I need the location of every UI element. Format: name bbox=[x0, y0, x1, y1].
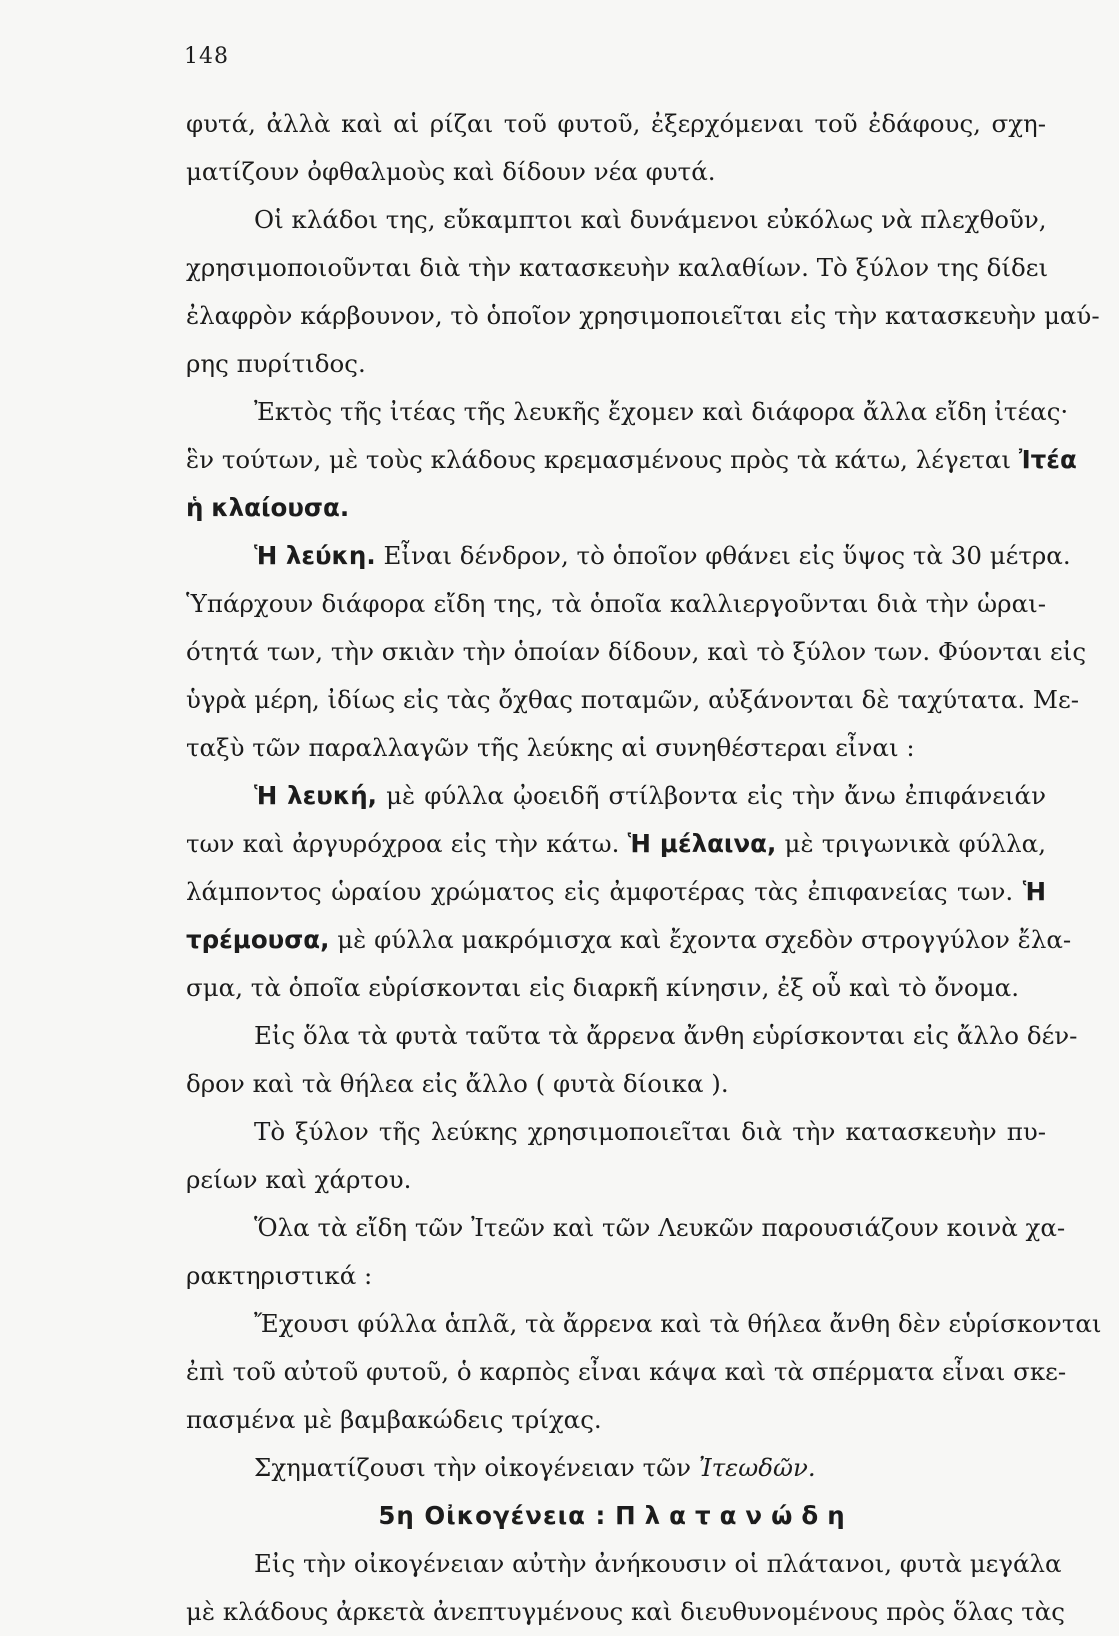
text-line: πασμένα μὲ βαμβακώδεις τρίχας. bbox=[186, 1405, 602, 1434]
text-span: Σχηματίζουσι τὴν οἰκογένειαν τῶν bbox=[254, 1453, 692, 1482]
text-line: ότητά των, τὴν σκιὰν τὴν ὁποίαν δίδουν, καὶ τὸ ξύλον των. Φύονται εἰς bbox=[186, 637, 1087, 666]
text-span: μὲ φύλλα μακρόμισχα καὶ ἔχοντα σχεδὸν στρογγύλον ἔλα- bbox=[337, 925, 1072, 954]
text-line: ματίζουν ὀφθαλμοὺς καὶ δίδουν νέα φυτά. bbox=[186, 157, 716, 186]
text-span: μὲ φύλλα ᾠοειδῆ στίλβοντα εἰς τὴν ἄνω ἐπιφάνειάν bbox=[386, 781, 1046, 810]
text-line: Εἰς ὅλα τὰ φυτὰ ταῦτα τὰ ἄρρενα ἄνθη εὑρίσκονται εἰς ἄλλο δέν- bbox=[254, 1021, 1078, 1050]
term-tremousa: τρέμουσα, bbox=[186, 925, 330, 954]
heading-family-name: Πλατανώδη bbox=[615, 1501, 854, 1530]
term-melaina: Ἡ μέλαινα, bbox=[627, 829, 777, 858]
heading-label: 5η Οἰκογένεια : bbox=[378, 1501, 607, 1530]
text-line: ταξὺ τῶν παραλλαγῶν τῆς λεύκης αἱ συνηθέστεραι εἶναι : bbox=[186, 733, 915, 762]
text-line: ἐπὶ τοῦ αὐτοῦ φυτοῦ, ὁ καρπὸς εἶναι κάψα καὶ τὰ σπέρματα εἶναι σκε- bbox=[186, 1357, 1067, 1386]
text-line bbox=[186, 772, 1046, 820]
text-line bbox=[186, 436, 1077, 484]
text-line: ὑγρὰ μέρη, ἰδίως εἰς τὰς ὄχθας ποταμῶν, αὐξάνονται δὲ ταχύτατα. Με- bbox=[186, 685, 1079, 714]
text-line: ρείων καὶ χάρτου. bbox=[186, 1165, 412, 1194]
section-heading bbox=[186, 1492, 1046, 1540]
text-line bbox=[186, 1444, 1046, 1492]
text-line: ρης πυρίτιδος. bbox=[186, 349, 366, 378]
text-line bbox=[186, 820, 1046, 868]
text-line: Εἰς τὴν οἰκογένειαν αὐτὴν ἀνήκουσιν οἱ πλάτανοι, φυτὰ μεγάλα bbox=[254, 1549, 1062, 1578]
text-line: σμα, τὰ ὁποῖα εὑρίσκονται εἰς διαρκῆ κίνησιν, ἐξ οὗ καὶ τὸ ὄνομα. bbox=[186, 973, 1019, 1002]
text-span: λάμποντος ὡραίου χρώματος εἰς ἀμφοτέρας τὰς ἐπιφανείας των. bbox=[186, 877, 1014, 906]
term-klaiousa: κλαίουσα. bbox=[211, 493, 350, 522]
text-line: ρακτηριστικά : bbox=[186, 1261, 373, 1290]
text-span: μὲ τριγωνικὰ φύλλα, bbox=[784, 829, 1046, 858]
term-leuki-variety: Ἡ λευκή, bbox=[254, 781, 377, 810]
text-line bbox=[186, 868, 1046, 916]
term-article: ἡ bbox=[186, 493, 204, 522]
text-line bbox=[186, 916, 1072, 964]
text-line: Ὅλα τὰ εἴδη τῶν Ἰτεῶν καὶ τῶν Λευκῶν παρουσιάζουν κοινὰ χα- bbox=[254, 1213, 1066, 1242]
term-itea: Ἰτέα bbox=[1018, 445, 1077, 474]
text-line: δρον καὶ τὰ θήλεα εἰς ἄλλο ( φυτὰ δίοικα ). bbox=[186, 1069, 729, 1098]
body-text bbox=[186, 100, 1102, 1636]
term-leuki: Ἡ λεύκη. bbox=[254, 541, 376, 570]
text-line: μὲ κλάδους ἀρκετὰ ἀνεπτυγμένους καὶ διευθυνομένους πρὸς ὅλας τὰς bbox=[186, 1597, 1066, 1626]
text-line bbox=[186, 484, 1046, 532]
term-iteodon: Ἰτεωδῶν. bbox=[698, 1453, 816, 1482]
text-line: φυτά, ἀλλὰ καὶ αἱ ρίζαι τοῦ φυτοῦ, ἐξερχόμεναι τοῦ ἐδάφους, σχη- bbox=[186, 109, 1046, 138]
text-line: Ἔχουσι φύλλα ἁπλᾶ, τὰ ἄρρενα καὶ τὰ θήλεα ἄνθη δὲν εὑρίσκονται bbox=[254, 1309, 1102, 1338]
text-span: ἓν τούτων, μὲ τοὺς κλάδους κρεμασμένους πρὸς τὰ κάτω, λέγεται bbox=[186, 445, 1012, 474]
text-span: Εἶναι δένδρον, τὸ ὁποῖον φθάνει εἰς ὕψος τὰ 30 μέτρα. bbox=[383, 541, 1071, 570]
page-number: 148 bbox=[184, 44, 229, 69]
text-line: Ὑπάρχουν διάφορα εἴδη της, τὰ ὁποῖα καλλιεργοῦνται διὰ τὴν ὡραι- bbox=[186, 589, 1046, 618]
text-line: Οἱ κλάδοι της, εὔκαμπτοι καὶ δυνάμενοι εὐκόλως νὰ πλεχθοῦν, bbox=[254, 205, 1047, 234]
term-article: Ἡ bbox=[1022, 877, 1046, 906]
text-line: Τὸ ξύλον τῆς λεύκης χρησιμοποιεῖται διὰ τὴν κατασκευὴν πυ- bbox=[254, 1117, 1046, 1146]
text-span: των καὶ ἀργυρόχροα εἰς τὴν κάτω. bbox=[186, 829, 620, 858]
text-line: ἐλαφρὸν κάρβουνον, τὸ ὁποῖον χρησιμοποιεῖται εἰς τὴν κατασκευὴν μαύ- bbox=[186, 301, 1100, 330]
text-line: χρησιμοποιοῦνται διὰ τὴν κατασκευὴν καλαθίων. Τὸ ξύλον της δίδει bbox=[186, 253, 1049, 282]
text-line: Ἐκτὸς τῆς ἰτέας τῆς λευκῆς ἔχομεν καὶ διάφορα ἄλλα εἴδη ἰτέας· bbox=[254, 397, 1069, 426]
text-line bbox=[186, 532, 1071, 580]
